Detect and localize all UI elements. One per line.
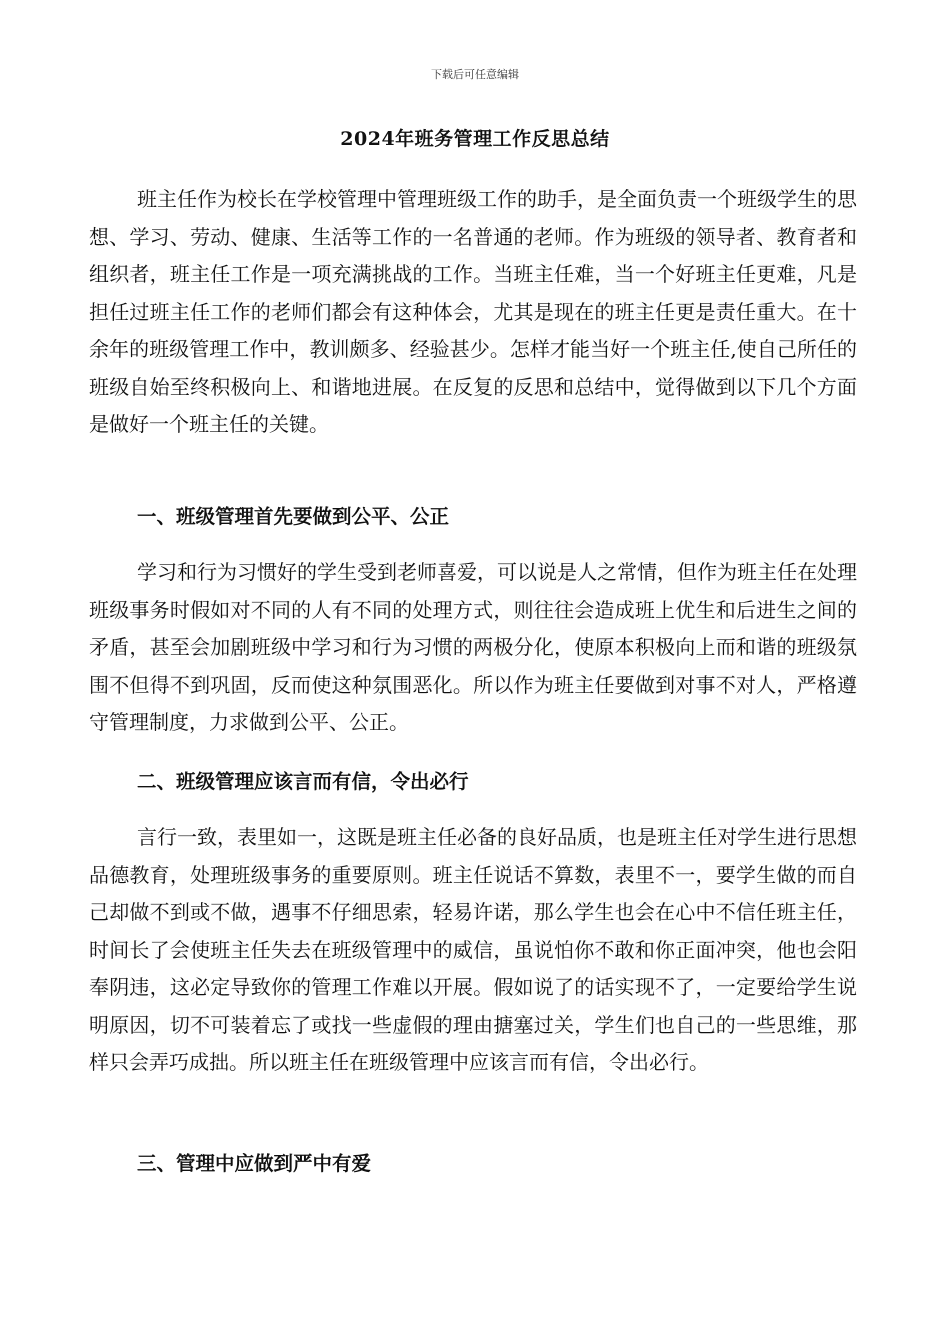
header-note: 下载后可任意编辑	[431, 68, 519, 81]
section-heading-1: 一、班级管理首先要做到公平、公正	[137, 505, 450, 528]
section-heading-3: 三、管理中应做到严中有爱	[137, 1152, 372, 1175]
section-1-paragraph: 学习和行为习惯好的学生受到老师喜爱，可以说是人之常情，但作为班主任在处理班级事务时假如对不同的人有不同的处理方式，则往往会造成班上优生和后进生之间的矛盾，甚至会加剧班级中学习和行为习惯的两极分化，使原本积极向上而和谐的班级氛围不但得不到巩固，反而使这种氛围恶化。所以作为班主任要做到对事不对人，严格遵守管理制度，力求做到公平、公正。	[89, 560, 857, 734]
section-heading-2: 二、班级管理应该言而有信，令出必行	[137, 770, 469, 793]
section-2-paragraph: 言行一致，表里如一，这既是班主任必备的良好品质，也是班主任对学生进行思想品德教育，处理班级事务的重要原则。班主任说话不算数，表里不一，要学生做的而自己却做不到或不做，遇事不仔细思索，轻易许诺，那么学生也会在心中不信任班主任，时间长了会使班主任失去在班级管理中的威信，虽说怕你不敢和你正面冲突，他也会阳奉阴违，这必定导致你的管理工作难以开展。假如说了的话实现不了，一定要给学生说明原因，切不可装着忘了或找一些虚假的理由搪塞过关，学生们也自己的一些思维，那样只会弄巧成拙。所以班主任在班级管理中应该言而有信，令出必行。	[89, 825, 857, 1074]
document-title: 2024年班务管理工作反思总结	[340, 128, 610, 150]
intro-paragraph: 班主任作为校长在学校管理中管理班级工作的助手，是全面负责一个班级学生的思想、学习、劳动、健康、生活等工作的一名普通的老师。作为班级的领导者、教育者和组织者，班主任工作是一项充满挑战的工作。当班主任难，当一个好班主任更难，凡是担任过班主任工作的老师们都会有这种体会，尤其是现在的班主任更是责任重大。在十余年的班级管理工作中，教训颇多、经验甚少。怎样才能当好一个班主任,使自己所任的班级自始至终积极向上、和谐地进展。在反复的反思和总结中，觉得做到以下几个方面是做好一个班主任的关键。	[89, 187, 857, 436]
